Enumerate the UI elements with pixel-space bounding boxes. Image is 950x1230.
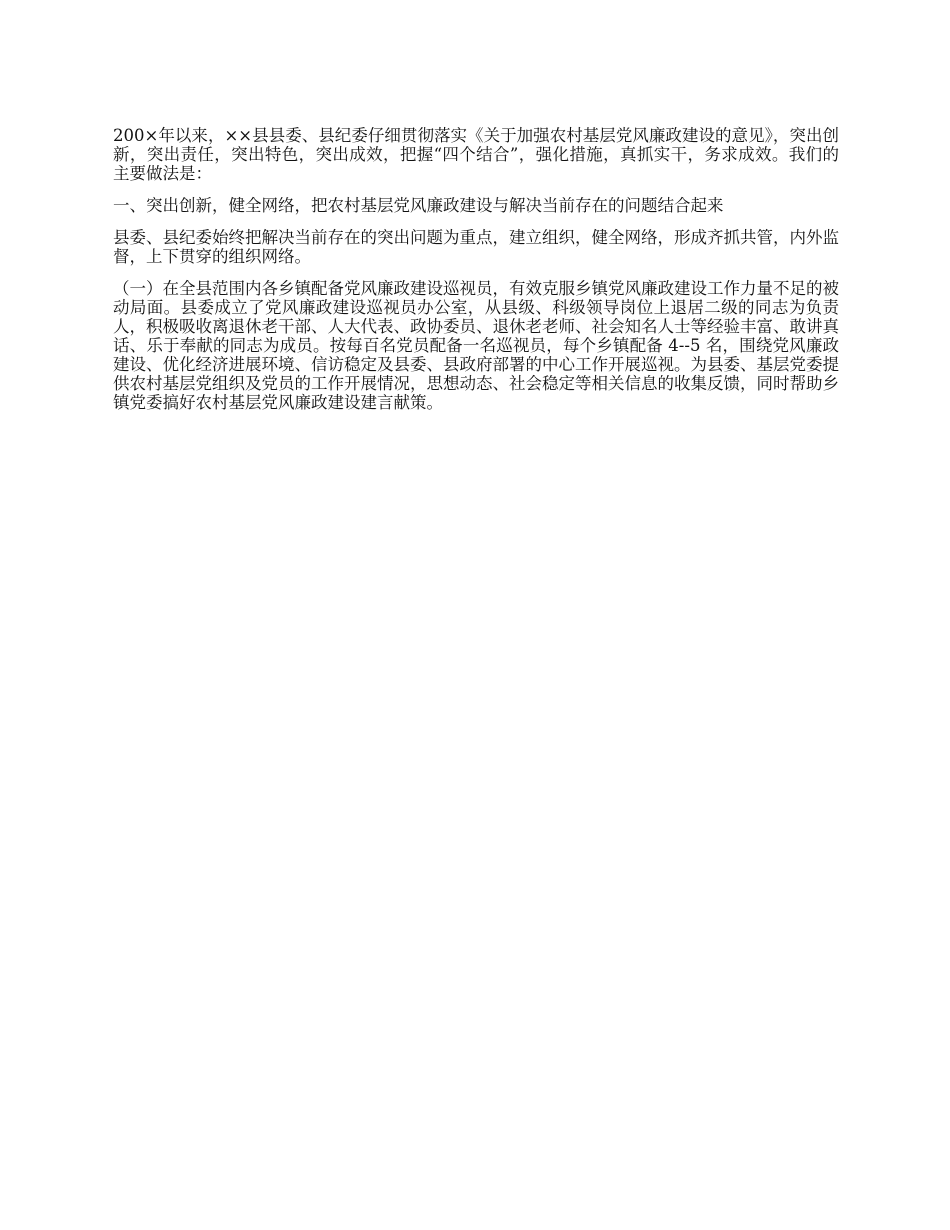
subsection-paragraph: （一）在全县范围内各乡镇配备党风廉政建设巡视员，有效克服乡镇党风廉政建设工作力量不足的被动局面。县委成立了党风廉政建设巡视员办公室，从县级、科级领导岗位上退居二级的同志为负责人，积极吸收离退休老干部、人大代表、政协委员、退休老老师、社会知名人士等经验丰富、敢讲真话、乐于奉献的同志为成员。按每百名党员配备一名巡视员，每个乡镇配备 4--5 名，围绕党风廉政建设、优化经济进展环境、信访稳定及县委、县政府部署的中心工作开展巡视。为县委、基层党委提供农村基层党组织及党员的工作开展情况，思想动态、社会稳定等相关信息的收集反馈，同时帮助乡镇党委搞好农村基层党风廉政建设建言献策。 <box>113 279 839 412</box>
document-body <box>113 126 839 425</box>
section-heading: 一、突出创新，健全网络，把农村基层党风廉政建设与解决当前存在的问题结合起来 <box>113 196 724 215</box>
section-paragraph: 县委、县纪委始终把解决当前存在的突出问题为重点，建立组织，健全网络，形成齐抓共管，内外监督，上下贯穿的组织网络。 <box>113 228 839 266</box>
intro-paragraph: 200×年以来，××县县委、县纪委仔细贯彻落实《关于加强农村基层党风廉政建设的意见》，突出创新，突出责任，突出特色，突出成效，把握“四个结合”，强化措施，真抓实干，务求成效。我们的主要做法是： <box>113 126 839 183</box>
